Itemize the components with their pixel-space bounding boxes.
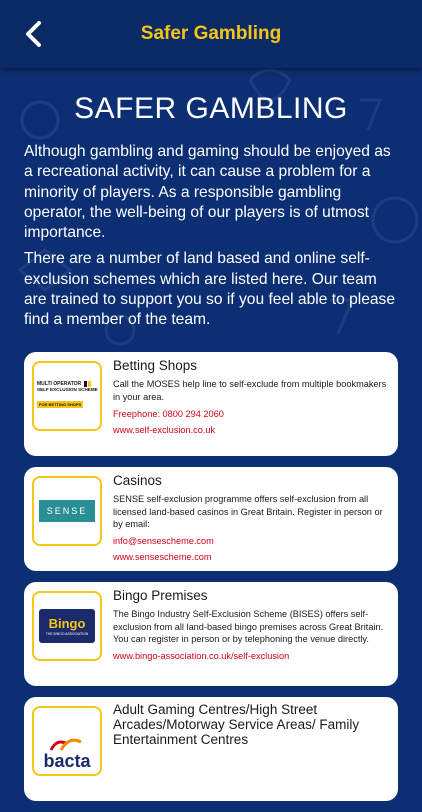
scheme-title: Betting Shops	[113, 358, 198, 374]
scheme-title: Casinos	[113, 473, 162, 489]
website-link[interactable]: www.self-exclusion.co.uk	[113, 425, 216, 436]
scheme-list	[0, 352, 422, 801]
scheme-card-body	[113, 703, 388, 753]
moses-logo-line2: SELF EXCLUSION SCHEME	[37, 387, 98, 393]
website-link[interactable]: www.sensescheme.com	[113, 552, 212, 563]
bacta-logo-text: bacta	[43, 751, 91, 772]
bingo-logo-text: Bingo	[48, 615, 86, 631]
scheme-card-betting-shops	[24, 352, 398, 456]
app-header	[0, 0, 422, 68]
scheme-title: Adult Gaming Centres/High Street Arcades/Motorway Service Areas/ Family Entertainment Centres	[113, 702, 360, 748]
bingo-association-logo	[32, 591, 102, 661]
bacta-logo	[32, 706, 102, 776]
scheme-card-bingo	[24, 582, 398, 686]
intro-paragraph: Although gambling and gaming should be enjoyed as a recreational activity, it can cause a problem for a minority of players. As a responsible gambling operator, the well-being of our players is of utmost importance.	[24, 143, 391, 242]
scheme-card-casinos	[24, 467, 398, 571]
scheme-card-adult-gaming	[24, 697, 398, 801]
scheme-title: Bingo Premises	[113, 588, 208, 604]
moses-logo-line1: MULTI OPERATOR	[37, 381, 82, 388]
header-title: Safer Gambling	[140, 23, 282, 44]
scheme-card-body	[113, 588, 388, 667]
website-link[interactable]: www.bingo-association.co.uk/self-exclusion	[113, 651, 290, 662]
moses-logo	[32, 361, 102, 431]
email-link[interactable]: info@sensescheme.com	[113, 536, 214, 547]
scheme-description: SENSE self-exclusion programme offers self-exclusion from all licensed land-based casinos in Great Britain. Register in person or by email:	[113, 494, 383, 530]
bingo-logo-sub: THE BINGO ASSOCIATION	[45, 631, 89, 636]
page-title: SAFER GAMBLING	[74, 92, 348, 125]
moses-logo-line3: FOR BETTING SHOPS	[39, 402, 82, 408]
main-content	[0, 68, 422, 812]
scheme-card-body	[113, 358, 388, 441]
intro-paragraph: There are a number of land based and online self-exclusion schemes which are listed here. Our team are trained to support you so if you feel able to please find a member of the team.	[24, 250, 396, 329]
sense-logo-text: SENSE	[46, 506, 88, 517]
scheme-card-body	[113, 473, 388, 568]
sense-logo	[32, 476, 102, 546]
scheme-description: The Bingo Industry Self-Exclusion Scheme (BISES) offers self-exclusion from all land-based bingo premises across Great Britain. You can register in person or by telephoning the venue directly.	[113, 609, 384, 645]
scheme-description: Call the MOSES help line to self-exclude from multiple bookmakers in your area.	[113, 379, 387, 402]
phone-link[interactable]: Freephone: 0800 294 2060	[113, 409, 224, 420]
back-button[interactable]	[18, 18, 48, 50]
chevron-left-icon	[23, 20, 43, 48]
